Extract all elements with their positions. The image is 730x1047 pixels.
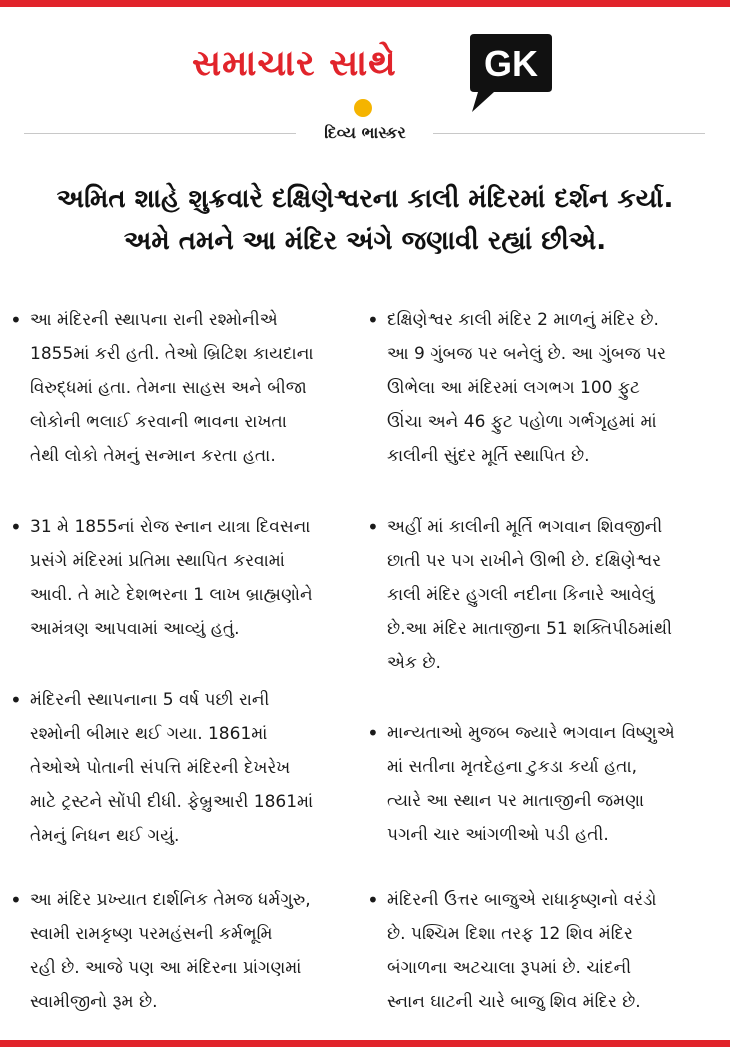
headline [20, 178, 710, 262]
sun-icon [354, 99, 372, 117]
fact-line: 1855માં કરી હતી. તેઓ બ્રિટિશ કાયદાના [30, 344, 314, 364]
bullet-icon: • [367, 721, 379, 745]
top-red-rule [0, 0, 730, 7]
fact-text [30, 510, 352, 646]
fact-line: માં સતીના મૃતદેહના ટુકડા કર્યા હતા, [387, 757, 638, 777]
fact-text [387, 510, 709, 680]
fact-line: 31 મે 1855નાં રોજ સ્નાન યાત્રા દિવસના [30, 517, 311, 537]
gk-badge-text: GK [484, 43, 538, 84]
fact-line: બંગાળના અટચાલા રૂપમાં છે. ચાંદની [387, 958, 632, 978]
fact-line: સ્વામી રામકૃષ્ણ પરમહંસની કર્મભૂમિ [30, 924, 273, 944]
bullet-icon: • [367, 515, 379, 539]
fact-line: રહી છે. આજે પણ આ મંદિરના પ્રાંગણમાં [30, 958, 302, 978]
fact-line: આમંત્રણ આપવામાં આવ્યું હતું. [30, 619, 240, 639]
fact-line: છાતી પર પગ રાખીને ઊભી છે. દક્ષિણેશ્વર [387, 551, 662, 571]
bullet-icon: • [367, 308, 379, 332]
fact-line: અહીં માં કાલીની મૂર્તિ ભગવાન શિવજીની [387, 517, 663, 537]
fact-line: આવી. તે માટે દેશભરના 1 લાખ બ્રાહ્મણોને [30, 585, 313, 605]
fact-line: ઊભેલા આ મંદિરમાં લગભગ 100 ફુટ [387, 378, 640, 398]
gk-badge-graphic [466, 30, 556, 116]
fact-line: તેથી લોકો તેમનું સન્માન કરતા હતા. [30, 446, 276, 466]
fact-line: વિરુદ્ધમાં હતા. તેમના સાહસ અને બીજા [30, 378, 307, 398]
publisher-name: દિવ્ય ભાસ્કર [324, 123, 406, 142]
fact-line: ઊંચા અને 46 ફુટ પહોળા ગર્ભગૃહમાં માં [387, 412, 657, 432]
fact-line: સ્નાન ઘાટની ચારે બાજુ શિવ મંદિર છે. [387, 992, 641, 1012]
fact-line: માન્યતાઓ મુજબ જ્યારે ભગવાન વિષ્ણુએ [387, 723, 675, 743]
fact-line: છે. પશ્ચિમ દિશા તરફ 12 શિવ મંદિર [387, 924, 633, 944]
fact-text [387, 303, 709, 473]
fact-line: લોકોની ભલાઈ કરવાની ભાવના રાખતા [30, 412, 287, 432]
brand-title: સમાચાર સાથે [192, 42, 397, 84]
fact-line: કાલીની સુંદર મૂર્તિ સ્થાપિત છે. [387, 446, 590, 466]
fact-text [30, 303, 352, 473]
gk-speech-bubble-logo [466, 30, 556, 116]
fact-line: આ મંદિરની સ્થાપના રાની રશ્મોનીએ [30, 310, 278, 330]
bullet-icon: • [10, 515, 22, 539]
fact-line: માટે ટ્રસ્ટને સોંપી દીધી. ફેબ્રુઆરી 1861માં [30, 792, 314, 812]
fact-line: એક છે. [387, 653, 441, 673]
fact-text [387, 716, 709, 852]
divider-left [24, 133, 296, 134]
fact-line: પગની ચાર આંગળીઓ પડી હતી. [387, 825, 609, 845]
headline-line-2: અમે તમને આ મંદિર અંગે જણાવી રહ્યાં છીએ. [123, 226, 607, 256]
fact-line: ત્યારે આ સ્થાન પર માતાજીની જમણા [387, 791, 645, 811]
fact-line: સ્વામીજીનો રૂમ છે. [30, 992, 158, 1012]
fact-line: મંદિરની ઉત્તર બાજુએ રાધાકૃષ્ણનો વરંડો [387, 890, 657, 910]
fact-line: તેઓએ પોતાની સંપત્તિ મંદિરની દેખરેખ [30, 758, 291, 778]
bullet-icon: • [10, 308, 22, 332]
bullet-icon: • [10, 688, 22, 712]
fact-text [30, 883, 352, 1019]
bullet-icon: • [367, 888, 379, 912]
fact-line: તેમનું નિધન થઈ ગયું. [30, 826, 180, 846]
fact-text [387, 883, 709, 1019]
bottom-red-rule [0, 1040, 730, 1047]
fact-line: આ મંદિર પ્રખ્યાત દાર્શનિક તેમજ ધર્મગુરુ, [30, 890, 311, 910]
fact-line: કાલી મંદિર હુગલી નદીના કિનારે આવેલું [387, 585, 655, 605]
fact-text [30, 683, 352, 853]
fact-line: છે.આ મંદિર માતાજીના 51 શક્તિપીઠમાંથી [387, 619, 672, 639]
fact-line: આ 9 ગુંબજ પર બનેલું છે. આ ગુંબજ પર [387, 344, 666, 364]
headline-line-1: અમિત શાહે શુક્રવારે દક્ષિણેશ્વરના કાલી મંદિરમાં દર્શન કર્યા. [56, 184, 674, 214]
bullet-icon: • [10, 888, 22, 912]
fact-line: મંદિરની સ્થાપનાના 5 વર્ષ પછી રાની [30, 690, 270, 710]
fact-line: દક્ષિણેશ્વર કાલી મંદિર 2 માળનું મંદિર છે. [387, 310, 659, 330]
fact-line: રશ્મોની બીમાર થઈ ગયા. 1861માં [30, 724, 268, 744]
fact-line: પ્રસંગે મંદિરમાં પ્રતિમા સ્થાપિત કરવામાં [30, 551, 285, 571]
divider-right [433, 133, 705, 134]
